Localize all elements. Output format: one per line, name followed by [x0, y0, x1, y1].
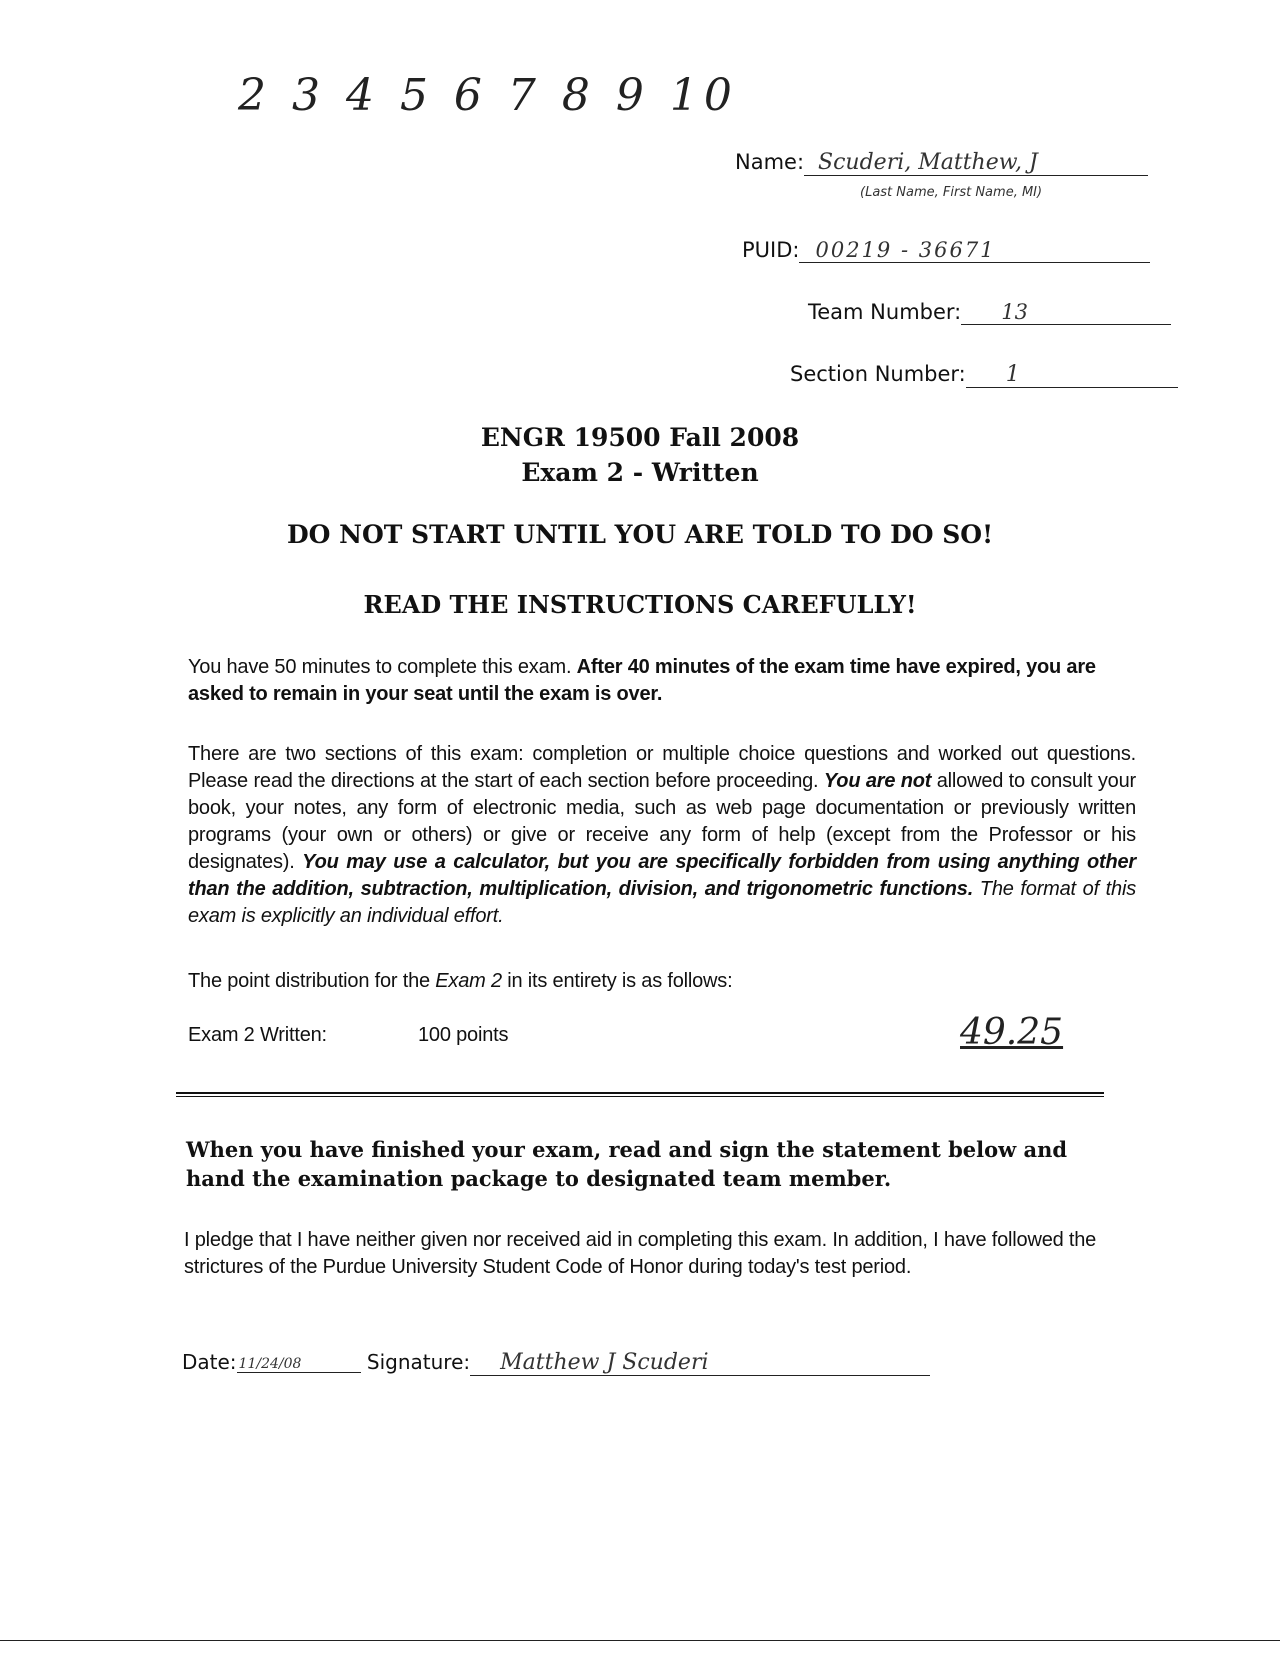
date-signature-line	[182, 1350, 930, 1376]
name-value: Scuderi, Matthew, J	[804, 150, 1148, 176]
name-label: Name:	[735, 150, 805, 174]
rules-part4: You may use a calculator, but you are specifically forbidden from using anything other than the addition, subtraction, multiplication, division, and trigonometric functions.	[188, 851, 1136, 900]
distribution-row-points: 100 points	[418, 1024, 509, 1046]
rules-part3: allowed to consult your book, your notes, any form of electronic media, such as web page documentation or previously written programs (your own or others) or give or receive any form of help (except from the Professor or his designates).	[188, 770, 1136, 873]
time-instructions-bold: After 40 minutes of the exam time have expired, you are asked to remain in your seat until the exam is over.	[188, 656, 1096, 705]
distribution-intro-after: in its entirety is as follows:	[501, 970, 733, 992]
time-instructions-normal: You have 50 minutes to complete this exam.	[188, 656, 577, 678]
puid-value: 00219 - 36671	[799, 238, 1150, 263]
signature-label: Signature:	[366, 1350, 471, 1374]
distribution-intro-before: The point distribution for the	[188, 970, 436, 992]
date-value: 11/24/08	[237, 1356, 361, 1373]
puid-label: PUID:	[742, 238, 800, 262]
name-field	[735, 150, 1148, 176]
rules-part2: You are not	[823, 770, 932, 792]
handwritten-score: 49.25	[960, 1012, 1064, 1053]
do-not-start-warning: DO NOT START UNTIL YOU ARE TOLD TO DO SO!	[286, 520, 994, 549]
honor-pledge: I pledge that I have neither given nor received aid in completing this exam. In addition, I have followed the strictures of the Purdue University Student Code of Honor during today's test period.	[184, 1229, 1097, 1278]
section-number-field	[790, 362, 1178, 388]
team-number-value: 13	[961, 300, 1171, 325]
finish-instructions-heading: When you have finished your exam, read and sign the statement below and hand the examination package to designated team member.	[186, 1137, 1068, 1191]
exam-title-line2: Exam 2 - Written	[521, 458, 759, 487]
time-instructions	[188, 654, 1136, 708]
distribution-row-label: Exam 2 Written:	[188, 1024, 327, 1046]
team-number-field	[808, 300, 1171, 325]
distribution-intro-italic: Exam 2	[435, 970, 502, 992]
page-bottom-rule	[0, 1640, 1280, 1641]
puid-field	[742, 238, 1150, 263]
team-number-label: Team Number:	[808, 300, 962, 324]
exam-title-line1: ENGR 19500 Fall 2008	[480, 423, 800, 452]
handwritten-page-numbers: 2 3 4 5 6 7 8 9 10	[238, 70, 738, 121]
section-divider	[176, 1092, 1104, 1097]
section-number-value: 1	[966, 362, 1178, 388]
rules-part1: There are two sections of this exam: completion or multiple choice questions and worked out questions. Please read the directions at the start of each section before proceeding.	[188, 743, 1136, 792]
rules-part5: The format of this exam is explicitly an individual effort.	[188, 878, 1136, 927]
section-number-label: Section Number:	[790, 362, 966, 386]
name-hint: (Last Name, First Name, MI)	[860, 185, 1043, 200]
signature-value: Matthew J Scuderi	[470, 1350, 930, 1376]
distribution-intro	[188, 968, 732, 995]
date-label: Date:	[182, 1350, 237, 1374]
read-instructions-warning: READ THE INSTRUCTIONS CAREFULLY!	[363, 590, 917, 619]
exam-rules-paragraph	[188, 741, 1136, 930]
